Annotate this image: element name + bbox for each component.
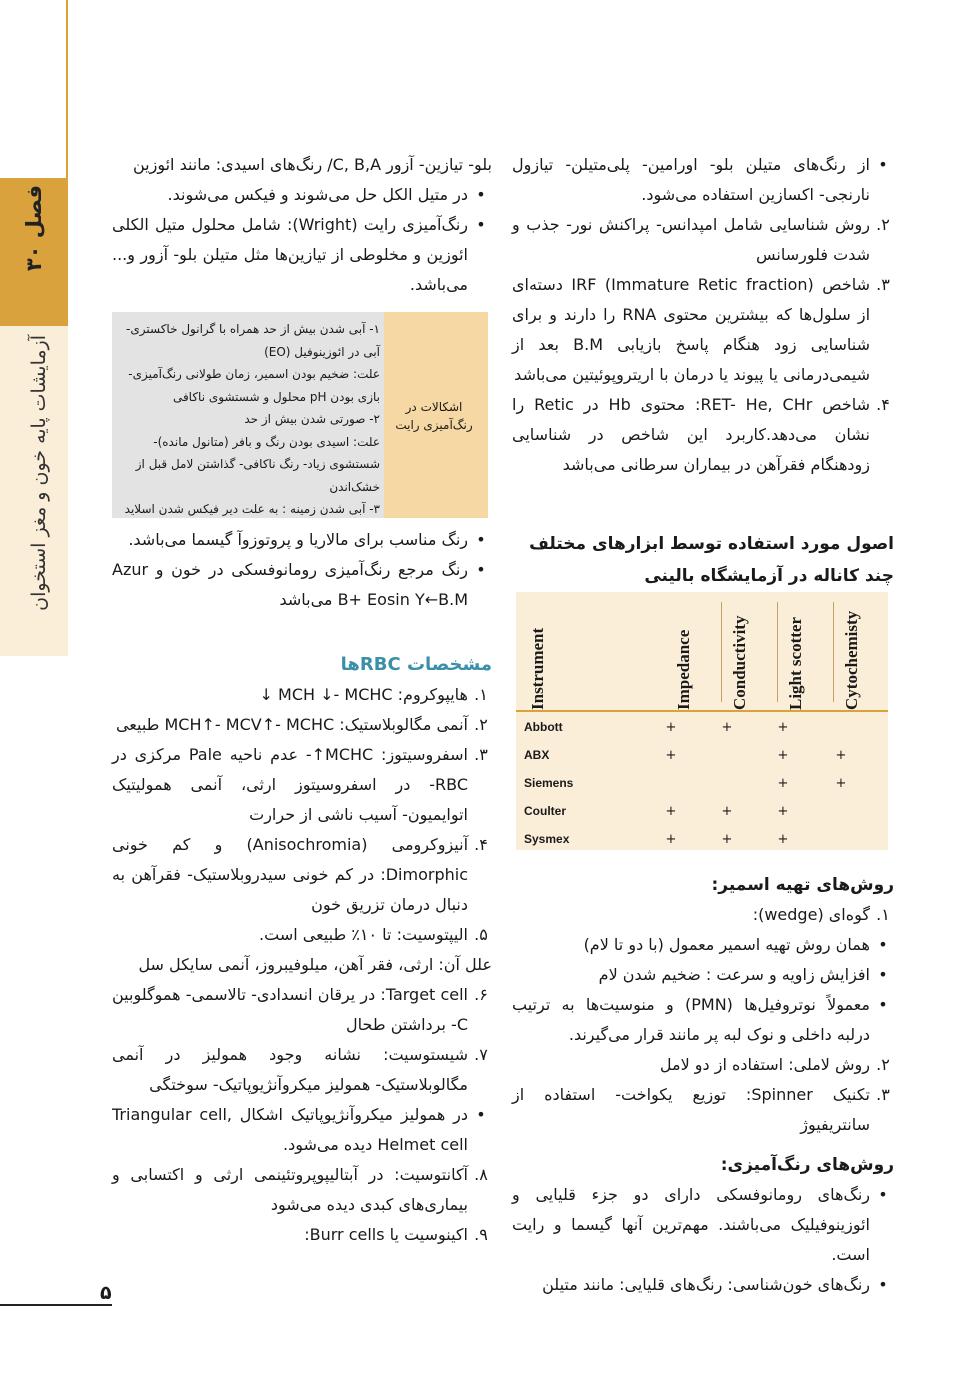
sidebar-accent-line bbox=[66, 0, 68, 178]
list-number: ۶. bbox=[474, 985, 488, 1004]
column-header-conductivity: Conductivity bbox=[730, 615, 749, 710]
list-item-text: روش شناسایی شامل امپدانس- پراکنش نور- جذب و شدت فلورسانس bbox=[512, 215, 870, 264]
list-item bbox=[512, 990, 894, 1050]
problems-list bbox=[118, 318, 380, 521]
list-item bbox=[112, 920, 492, 950]
column-header-impedance: Impedance bbox=[674, 629, 693, 710]
bullet-marker: • bbox=[476, 185, 486, 204]
list-number: ۴. bbox=[474, 835, 488, 854]
list-item bbox=[112, 980, 492, 1040]
list-number: ۹. bbox=[474, 1225, 488, 1244]
list-item bbox=[112, 150, 492, 180]
list-item-text: شاخص RET- He, CHr: محتوی Hb در Retic را نشان می‌دهد.کاربرد این شاخص در شناسایی زود‌هنگام فقرآهن در بیماران سرطانی می‌باشد bbox=[512, 395, 871, 474]
list-item bbox=[512, 270, 894, 390]
list-number: ۵. bbox=[474, 925, 488, 944]
bullet-marker: • bbox=[476, 215, 486, 234]
bullet-marker: • bbox=[878, 155, 888, 174]
list-number: ۸. bbox=[474, 1165, 488, 1184]
list-item-text: شاخص IRF (Immature Retic fraction) دسته‌ای از سلول‌ها که بیشترین محتوی RNA را دارند و برای شناسایی زود هنگام پاسخ بازیابی B.M بعد از شیمی‌درمانی یا پیوند یا درمان با اریتروپوئیتین می‌باشد bbox=[512, 275, 871, 384]
bullet-marker: • bbox=[878, 935, 888, 954]
smear-methods-heading: روش‌های تهیه اسمیر: bbox=[711, 875, 894, 895]
list-number: ۲. bbox=[474, 715, 488, 734]
list-number: ۳. bbox=[474, 745, 488, 764]
list-item-text: هایپوکروم: MCH ↓- MCHC ↓ bbox=[259, 685, 468, 704]
list-item bbox=[512, 900, 894, 930]
list-number: ۱. bbox=[474, 685, 488, 704]
problem-line: ۱- آبی شدن بیش از حد همراه با گرانول خاکستری- آبی در ائوزینوفیل (EO) bbox=[126, 322, 380, 359]
book-title: آزمایشات پایه خون و مغز استخوان bbox=[28, 335, 50, 611]
list-number: ۴. bbox=[876, 395, 890, 414]
list-item bbox=[112, 1160, 492, 1220]
bullet-marker: • bbox=[476, 530, 486, 549]
list-item-text: آنمی مگالوبلاستیک: MCH↑- MCV↑- MCHC طبیعی bbox=[115, 715, 468, 734]
list-item-text: در متیل الکل حل می‌شوند و فیکس می‌شوند. bbox=[167, 185, 468, 204]
column-divider bbox=[721, 602, 722, 702]
list-item bbox=[512, 1050, 894, 1080]
list-item bbox=[112, 555, 492, 615]
list-item-text: علل آن: ارثی، فقر آهن، میلوفیبروز، آنمی سایکل سل bbox=[138, 955, 492, 974]
list-item bbox=[112, 680, 492, 710]
table-row bbox=[516, 770, 888, 798]
problem-line: ۲- صورتی شدن بیش از حد bbox=[244, 412, 380, 426]
list-item-text: شیستوسیت: نشانه وجود همولیز در آنمی مگالوبلاستیک- همولیز میکروآنژیوپاتیک- سوختگی bbox=[112, 1045, 468, 1094]
footer-rule bbox=[0, 1304, 112, 1306]
list-item bbox=[512, 1270, 894, 1300]
right-column-top bbox=[512, 150, 894, 480]
instrument-name: Abbott bbox=[524, 720, 563, 734]
list-number: ۱. bbox=[876, 905, 890, 924]
list-item-text: اسفروسیتوز: MCHC↑- عدم ناحیه Pale مرکزی در RBC- در اسفروسیتوز ارثی، آنمی همولیتیک اتوایمیون- آسیب ناشی از حرارت bbox=[112, 745, 469, 824]
table-row bbox=[516, 714, 888, 742]
page-number: ۵ bbox=[100, 1282, 112, 1304]
list-item bbox=[112, 210, 492, 300]
list-number: ۳. bbox=[876, 1085, 890, 1104]
table-cell: + bbox=[665, 748, 677, 763]
table-cell: + bbox=[777, 804, 789, 819]
problem-line: علت: اسیدی بودن رنگ و بافر (متانول مانده)- شستشوی زیاد- رنگ ناکافی- گذاشتن لامل قبل از خشک‌اندن bbox=[135, 434, 380, 494]
instrument-name: Siemens bbox=[524, 776, 574, 790]
list-item bbox=[512, 1180, 894, 1270]
list-item-text: از رنگ‌های متیلن بلو- اورامین- پلی‌متیلن- تیازول نارنجی- اکسازین استفاده می‌شود. bbox=[512, 155, 870, 204]
bullet-marker: • bbox=[878, 995, 888, 1014]
list-number: ۳. bbox=[876, 275, 890, 294]
problems-title: اشکالات در رنگ‌آمیزی رایت bbox=[395, 400, 473, 432]
table-cell: + bbox=[835, 776, 847, 791]
list-item bbox=[112, 525, 492, 555]
list-item bbox=[112, 740, 492, 830]
left-column-top bbox=[112, 150, 492, 300]
instrument-name: ABX bbox=[524, 748, 550, 762]
chapter-label: فصل ۳۰ bbox=[22, 185, 46, 272]
list-item bbox=[512, 960, 894, 990]
list-item-text: رنگ‌های رومانوفسکی دارای دو جزء قلیایی و ائوزینوفیلیک می‌باشند. مهم‌ترین آنها گیسما و رایت است. bbox=[512, 1185, 870, 1264]
list-item bbox=[112, 1220, 492, 1250]
list-item-text: آنیزوکرومی (Anisochromia) و کم خونی Dimorphic: در کم خونی سیدروبلاستیک- فقرآهن به دنبال درمان تزریق خون bbox=[112, 835, 469, 914]
list-item-text: Target cell: در یرقان انسدادی- تالاسمی- هموگلوبین C- برداشتن طحال bbox=[112, 985, 468, 1034]
list-item bbox=[512, 1080, 894, 1140]
left-column-middle bbox=[112, 525, 492, 615]
instrument-name: Coulter bbox=[524, 804, 566, 818]
table-cell: + bbox=[777, 832, 789, 847]
list-item-text: بلو- تیازین- آزور C, B,A/ رنگ‌های اسیدی: مانند ائوزین bbox=[132, 155, 492, 174]
list-item-text: رنگ‌های خون‌شناسی: رنگ‌های قلیایی: مانند متیلن bbox=[542, 1275, 870, 1294]
list-item bbox=[112, 710, 492, 740]
table-cell: + bbox=[777, 720, 789, 735]
bullet-marker: • bbox=[476, 560, 486, 579]
list-item-text: اکینوسیت یا Burr cells: bbox=[304, 1225, 468, 1244]
list-item bbox=[112, 1100, 492, 1160]
list-item-text: رنگ‌آمیزی رایت (Wright): شامل محلول متیل الکلی ائوزین و مخلوطی از تیازین‌ها مثل متیلن بلو- آزور و... می‌باشد. bbox=[112, 215, 468, 294]
bullet-marker: • bbox=[878, 1275, 888, 1294]
table-cell: + bbox=[665, 804, 677, 819]
table-cell: + bbox=[721, 832, 733, 847]
list-item-text: افزایش زاویه و سرعت : ضخیم شدن لام bbox=[598, 965, 870, 984]
table-cell: + bbox=[665, 832, 677, 847]
column-divider bbox=[833, 602, 834, 702]
table-cell: + bbox=[721, 720, 733, 735]
list-item-text: همان روش تهیه اسمیر معمول (با دو تا لام) bbox=[583, 935, 870, 954]
column-header-light-scotter: Light scotter bbox=[786, 616, 805, 710]
list-item-text: آکانتوسیت: در آبتالیپوپروتئینمی ارثی و اکتسابی و بیماری‌های کبدی دیده می‌شود bbox=[112, 1165, 468, 1214]
list-item-text: تکنیک Spinner: توزیع یکواخت- استفاده از سانتریفیوژ bbox=[512, 1085, 870, 1134]
bullet-marker: • bbox=[878, 965, 888, 984]
list-item-text: رنگ مرجع رنگ‌آمیزی رومانوفسکی در خون و Azur B+ Eosin Y←B.M می‌باشد bbox=[112, 560, 468, 609]
problem-line: علت: ضخیم بودن اسمیر، زمان طولانی رنگ‌آمیزی- بازی بودن pH محلول و شستشوی ناکافی bbox=[128, 367, 380, 404]
problems-title-cell bbox=[384, 312, 488, 518]
list-item-text: گوه‌ای (wedge): bbox=[752, 905, 870, 924]
table-cell: + bbox=[665, 720, 677, 735]
list-item bbox=[112, 1040, 492, 1100]
instrument-table bbox=[516, 592, 888, 850]
table-row bbox=[516, 798, 888, 826]
staining-methods-section bbox=[512, 1150, 894, 1300]
list-item-text: رنگ مناسب برای مالاریا و پروتوزوآ گیسما می‌باشد. bbox=[128, 530, 468, 549]
list-item bbox=[112, 830, 492, 920]
list-number: ۲. bbox=[876, 1055, 890, 1074]
section-heading: اصول مورد استفاده توسط ابزارهای مختلف چند کاناله در آزمایشگاه بالینی bbox=[529, 534, 894, 586]
table-cell: + bbox=[835, 748, 847, 763]
table-cell: + bbox=[777, 776, 789, 791]
list-item bbox=[512, 210, 894, 270]
list-item bbox=[512, 150, 894, 210]
staining-methods-heading: روش‌های رنگ‌آمیزی: bbox=[720, 1155, 894, 1175]
bullet-marker: • bbox=[476, 1105, 486, 1124]
list-item-text: در همولیز میکروآنژیوپاتیک اشکال Triangular cell, Helmet cell دیده می‌شود. bbox=[112, 1105, 468, 1154]
column-header-instrument: Instrument bbox=[528, 627, 547, 710]
table-row bbox=[516, 742, 888, 770]
rbc-heading: مشخصات RBCها bbox=[340, 654, 492, 675]
list-item bbox=[512, 930, 894, 960]
header-divider bbox=[516, 710, 888, 712]
list-item-text: معمولاً نوتروفیل‌ها (PMN) و منوسیت‌ها به ترتیب درلبه داخلی و نوک لبه پر مانند قرار می‌گیرند. bbox=[512, 995, 870, 1044]
column-header-cytochemisty: Cytochemisty bbox=[842, 610, 861, 710]
bullet-marker: • bbox=[878, 1185, 888, 1204]
list-number: ۲. bbox=[876, 215, 890, 234]
list-item-text: روش لاملی: استفاده از دو لامل bbox=[659, 1055, 870, 1074]
table-cell: + bbox=[721, 804, 733, 819]
column-divider bbox=[777, 602, 778, 702]
table-cell: + bbox=[777, 748, 789, 763]
rbc-section bbox=[112, 650, 492, 1250]
list-number: ۷. bbox=[474, 1045, 488, 1064]
smear-methods-section bbox=[512, 870, 894, 1140]
list-item bbox=[112, 180, 492, 210]
table-header bbox=[516, 592, 888, 710]
list-item bbox=[512, 390, 894, 480]
list-item bbox=[112, 950, 492, 980]
list-item-text: الیپتوسیت: تا ۱۰٪ طبیعی است. bbox=[259, 925, 468, 944]
problem-line: ۳- آبی شدن زمینه : به علت دیر فیکس شدن اسلاید bbox=[124, 502, 380, 516]
instrument-name: Sysmex bbox=[524, 832, 570, 846]
table-row bbox=[516, 826, 888, 854]
